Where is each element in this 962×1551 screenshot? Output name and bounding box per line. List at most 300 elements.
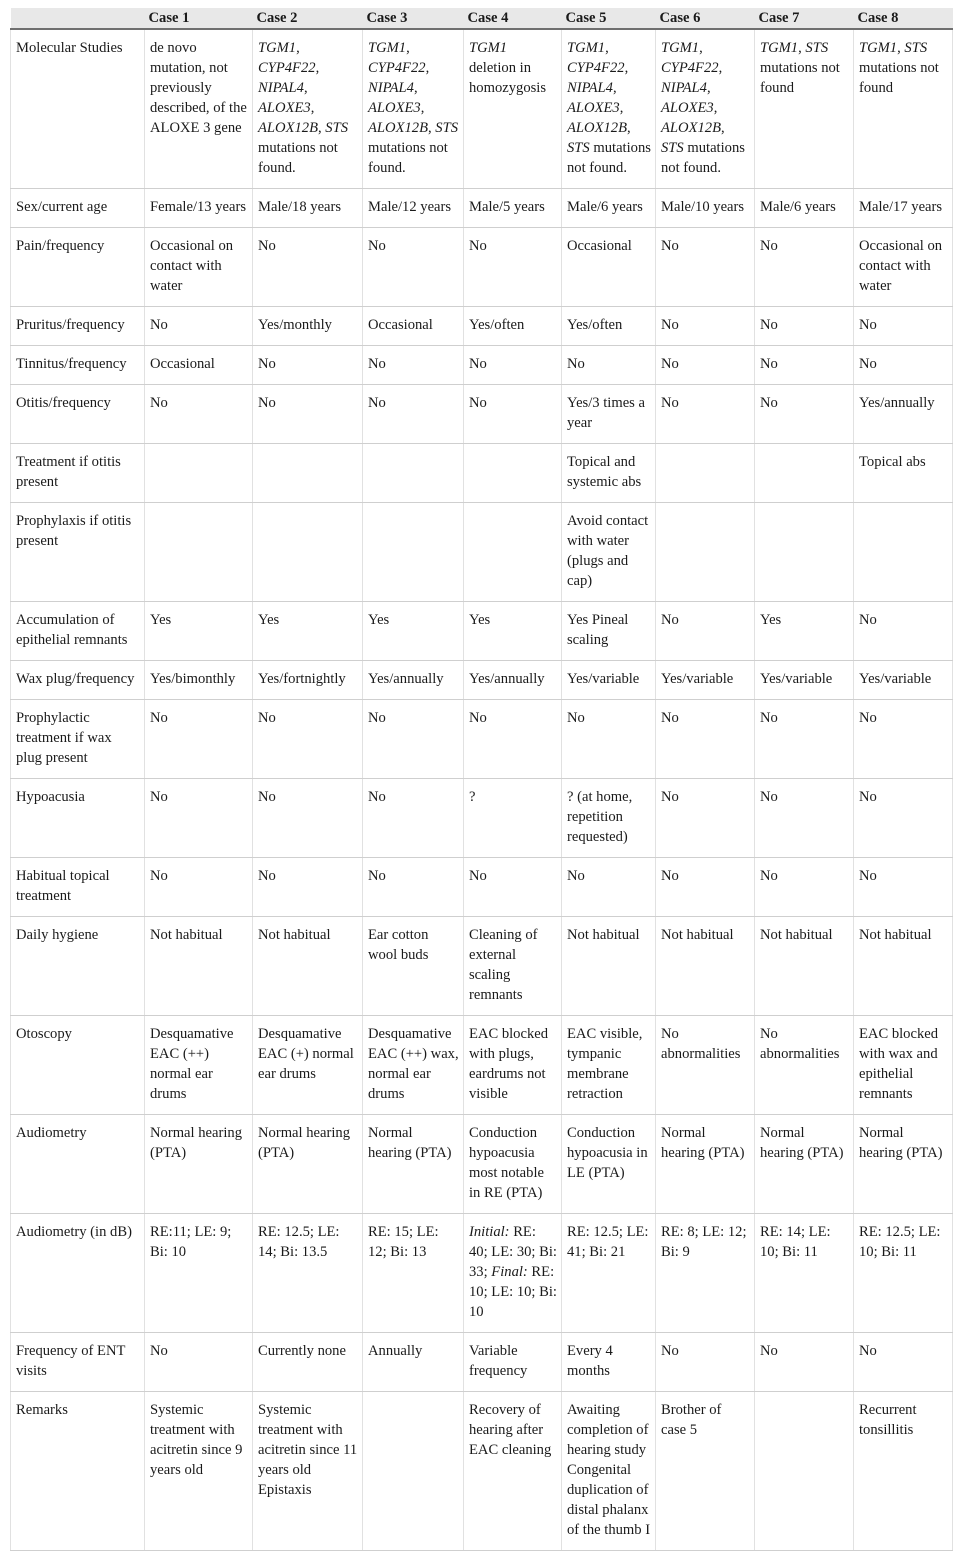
table-cell — [253, 385, 363, 444]
cell-text: No — [469, 238, 487, 254]
table-cell — [854, 503, 953, 602]
table-cell — [854, 602, 953, 661]
table-cell — [253, 858, 363, 917]
row-label: Sex/current age — [11, 189, 145, 228]
table-cell — [755, 700, 854, 779]
cell-text: Recovery of hearing after EAC cleaning — [469, 1402, 552, 1458]
table-cell — [854, 917, 953, 1016]
cell-text: No — [760, 710, 778, 726]
cell-text: , — [619, 100, 624, 116]
table-cell — [145, 307, 253, 346]
table-cell — [656, 602, 755, 661]
cell-text: Yes/annually — [859, 395, 935, 411]
table-cell — [755, 29, 854, 189]
header-case-2: Case 2 — [253, 8, 363, 29]
table-row — [11, 1214, 953, 1333]
cell-text: No — [859, 317, 877, 333]
table-cell — [854, 1214, 953, 1333]
cell-text: Occasional on contact with water — [859, 238, 943, 294]
table-cell — [363, 1016, 464, 1115]
table-cell — [145, 779, 253, 858]
table-cell — [253, 29, 363, 189]
table-cell — [854, 1333, 953, 1392]
table-cell — [145, 602, 253, 661]
cell-text: Male/17 years — [859, 199, 943, 215]
cell-text: Yes/fortnightly — [258, 671, 346, 687]
cell-text: Yes — [469, 612, 491, 628]
cell-text: , — [612, 80, 617, 96]
cell-text: Male/10 years — [661, 199, 745, 215]
table-cell — [854, 1016, 953, 1115]
cell-text: Yes/annually — [469, 671, 545, 687]
cell-text: Every 4 months — [567, 1343, 613, 1379]
table-row — [11, 602, 953, 661]
cell-text: Topical abs — [859, 454, 926, 470]
cell-text: RE: 14; LE: 10; Bi: 11 — [760, 1224, 831, 1260]
table-cell — [656, 779, 755, 858]
header-case-7: Case 7 — [755, 8, 854, 29]
cell-text: No — [469, 710, 487, 726]
table-cell — [562, 602, 656, 661]
header-row — [11, 8, 953, 29]
table-cell — [562, 1016, 656, 1115]
cell-text: mutations not found — [760, 60, 840, 96]
cell-text: No — [368, 789, 386, 805]
cell-text: No — [760, 238, 778, 254]
gene-or-italic-text: TGM1 — [469, 40, 508, 56]
gene-or-italic-text: STS — [325, 120, 349, 136]
cell-text: RE: 12.5; LE: 10; Bi: 11 — [859, 1224, 941, 1260]
cell-text: Not habitual — [567, 927, 640, 943]
table-cell — [464, 444, 562, 503]
table-cell — [145, 858, 253, 917]
table-row — [11, 307, 953, 346]
cell-text: Normal hearing (PTA) — [150, 1125, 242, 1161]
table-cell — [562, 661, 656, 700]
cell-text: Desquamative EAC (++) normal ear drums — [150, 1026, 234, 1102]
table-cell — [562, 385, 656, 444]
cell-text: No — [469, 868, 487, 884]
table-cell — [854, 346, 953, 385]
row-label: Remarks — [11, 1392, 145, 1551]
table-cell — [562, 858, 656, 917]
cell-text: RE: 40; LE: 30; Bi: 33; — [469, 1224, 557, 1280]
row-label: Pain/frequency — [11, 228, 145, 307]
table-cell — [363, 1392, 464, 1551]
table-cell — [755, 1392, 854, 1551]
cell-text: Brother of case 5 — [661, 1402, 722, 1438]
cell-text: No — [661, 317, 679, 333]
cell-text: No abnormalities — [760, 1026, 840, 1062]
table-cell — [363, 602, 464, 661]
row-label: Audiometry — [11, 1115, 145, 1214]
gene-or-italic-text: ALOX12B — [661, 120, 721, 136]
cell-text: ? — [469, 789, 476, 805]
gene-or-italic-text: TGM1 — [258, 40, 297, 56]
cell-text: mutations not found. — [258, 140, 338, 176]
cell-text: mutations not found — [859, 60, 939, 96]
cell-text: No — [859, 612, 877, 628]
table-cell — [755, 228, 854, 307]
table-cell — [253, 228, 363, 307]
cell-text: Annually — [368, 1343, 423, 1359]
table-cell — [253, 700, 363, 779]
table-cell — [656, 385, 755, 444]
cell-text: mutations not found. — [661, 140, 745, 176]
table-row — [11, 917, 953, 1016]
cell-text: No — [258, 395, 276, 411]
cell-text: Male/5 years — [469, 199, 545, 215]
table-cell — [145, 385, 253, 444]
table-cell — [562, 228, 656, 307]
row-label: Daily hygiene — [11, 917, 145, 1016]
gene-or-italic-text: NIPAL4 — [368, 80, 414, 96]
table-cell — [363, 346, 464, 385]
cell-text: No — [661, 395, 679, 411]
table-cell — [464, 661, 562, 700]
cell-text: , — [897, 40, 905, 56]
row-label: Pruritus/frequency — [11, 307, 145, 346]
table-cell — [363, 503, 464, 602]
cell-text: ? (at home, repetition requested) — [567, 789, 633, 845]
cell-text: No — [859, 789, 877, 805]
table-cell — [145, 346, 253, 385]
table-cell — [363, 444, 464, 503]
cell-text: No — [150, 789, 168, 805]
cell-text: , — [605, 40, 609, 56]
cell-text: Normal hearing (PTA) — [661, 1125, 745, 1161]
table-row — [11, 1333, 953, 1392]
table-cell — [464, 1016, 562, 1115]
table-cell — [464, 1392, 562, 1551]
gene-or-italic-text: NIPAL4 — [567, 80, 613, 96]
cell-text: No — [469, 356, 487, 372]
cell-text: No — [859, 868, 877, 884]
cell-text: Variable frequency — [469, 1343, 528, 1379]
cell-text: No — [760, 317, 778, 333]
cell-text: , — [420, 100, 425, 116]
table-cell — [253, 503, 363, 602]
cell-text: , — [798, 40, 806, 56]
table-cell — [656, 503, 755, 602]
cell-text: Occasional — [567, 238, 632, 254]
row-label: Molecular Studies — [11, 29, 145, 189]
table-cell — [363, 779, 464, 858]
gene-or-italic-text: ALOXE3 — [368, 100, 421, 116]
table-cell — [145, 444, 253, 503]
cell-text: EAC blocked with plugs, eardrums not visible — [469, 1026, 549, 1102]
gene-or-italic-text: STS — [435, 120, 459, 136]
gene-or-italic-text: Initial: — [469, 1224, 510, 1240]
gene-or-italic-text: CYP4F22 — [368, 60, 426, 76]
table-cell — [363, 307, 464, 346]
table-cell — [656, 189, 755, 228]
row-label: Frequency of ENT visits — [11, 1333, 145, 1392]
table-cell — [253, 1392, 363, 1551]
table-row — [11, 700, 953, 779]
table-cell — [755, 661, 854, 700]
table-cell — [854, 444, 953, 503]
cell-text: No abnormalities — [661, 1026, 741, 1062]
cell-text: , — [699, 40, 703, 56]
cell-text: Yes/bimonthly — [150, 671, 236, 687]
gene-or-italic-text: STS — [567, 140, 590, 156]
table-cell — [755, 385, 854, 444]
table-cell — [562, 307, 656, 346]
cell-text: No — [150, 868, 168, 884]
cell-text: , — [721, 120, 725, 136]
table-cell — [755, 1214, 854, 1333]
table-cell — [253, 189, 363, 228]
table-cell — [363, 189, 464, 228]
table-cell — [253, 661, 363, 700]
gene-or-italic-text: STS — [904, 40, 928, 56]
cell-text: Male/12 years — [368, 199, 452, 215]
cell-text: No — [368, 710, 386, 726]
cell-text: Yes/monthly — [258, 317, 332, 333]
gene-or-italic-text: ALOX12B — [368, 120, 428, 136]
gene-or-italic-text: TGM1 — [661, 40, 700, 56]
cell-text: , — [296, 40, 300, 56]
cell-text: de novo mutation, not previously described, of the ALOXE 3 gene — [150, 40, 247, 136]
table-cell — [656, 858, 755, 917]
table-cell — [656, 1333, 755, 1392]
table-cell — [755, 602, 854, 661]
table-cell — [562, 346, 656, 385]
cell-text: Normal hearing (PTA) — [258, 1125, 350, 1161]
table-cell — [656, 1214, 755, 1333]
cell-text: Awaiting completion of hearing study Congenital duplication of distal phalanx of the thumb I — [567, 1402, 651, 1538]
table-cell — [562, 1115, 656, 1214]
table-cell — [755, 858, 854, 917]
table-cell — [464, 189, 562, 228]
cell-text: No — [368, 395, 386, 411]
table-cell — [854, 307, 953, 346]
table-cell — [363, 858, 464, 917]
cell-text: Yes/often — [469, 317, 525, 333]
cell-text: , — [413, 80, 418, 96]
cell-text: deletion in homozygosis — [469, 60, 547, 96]
cell-text: Normal hearing (PTA) — [859, 1125, 943, 1161]
table-cell — [755, 1016, 854, 1115]
cell-text: No — [760, 1343, 778, 1359]
table-cell — [145, 1016, 253, 1115]
header-case-5: Case 5 — [562, 8, 656, 29]
table-cell — [253, 602, 363, 661]
table-cell — [562, 779, 656, 858]
cell-text: Not habitual — [661, 927, 734, 943]
cell-text: No — [258, 710, 276, 726]
table-cell — [854, 1392, 953, 1551]
cell-text: RE: 15; LE: 12; Bi: 13 — [368, 1224, 439, 1260]
table-cell — [562, 1333, 656, 1392]
table-cell — [562, 444, 656, 503]
cell-text: No — [661, 238, 679, 254]
table-cell — [656, 444, 755, 503]
cell-text: EAC blocked with wax and epithelial remnants — [859, 1026, 939, 1102]
cell-text: No — [469, 395, 487, 411]
table-cell — [145, 228, 253, 307]
cell-text: , — [425, 60, 430, 76]
cell-text: No — [859, 710, 877, 726]
table-row — [11, 189, 953, 228]
cell-text: , — [315, 60, 320, 76]
header-case-1: Case 1 — [145, 8, 253, 29]
row-label: Hypoacusia — [11, 779, 145, 858]
table-cell — [755, 779, 854, 858]
table-cell — [854, 189, 953, 228]
row-label: Otitis/frequency — [11, 385, 145, 444]
table-cell — [464, 307, 562, 346]
header-case-8: Case 8 — [854, 8, 953, 29]
table-cell — [363, 700, 464, 779]
table-cell — [656, 917, 755, 1016]
cell-text: No — [760, 395, 778, 411]
cell-text: RE: 12.5; LE: 41; Bi: 21 — [567, 1224, 649, 1260]
table-cell — [464, 1115, 562, 1214]
table-cell — [145, 700, 253, 779]
cell-text: No — [150, 395, 168, 411]
gene-or-italic-text: ALOX12B — [567, 120, 627, 136]
table-cell — [854, 228, 953, 307]
cell-text: No — [368, 868, 386, 884]
cell-text: Systemic treatment with acitretin since 9 years old — [150, 1402, 243, 1478]
cell-text: Topical and systemic abs — [567, 454, 642, 490]
table-cell — [253, 1016, 363, 1115]
cell-text: Yes/variable — [760, 671, 833, 687]
cell-text: , — [318, 120, 326, 136]
gene-or-italic-text: TGM1 — [567, 40, 606, 56]
table-cell — [464, 779, 562, 858]
table-cell — [755, 1333, 854, 1392]
table-cell — [363, 661, 464, 700]
cell-text: No — [661, 710, 679, 726]
gene-or-italic-text: ALOXE3 — [567, 100, 620, 116]
cell-text: No — [368, 356, 386, 372]
cell-text: No — [859, 1343, 877, 1359]
table-cell — [562, 917, 656, 1016]
gene-or-italic-text: NIPAL4 — [258, 80, 304, 96]
cell-text: , — [627, 120, 631, 136]
gene-or-italic-text: STS — [661, 140, 684, 156]
table-cell — [253, 917, 363, 1016]
cell-text: , — [303, 80, 308, 96]
cell-text: No — [258, 868, 276, 884]
gene-or-italic-text: TGM1 — [859, 40, 898, 56]
table-body — [11, 29, 953, 1551]
cell-text: Yes — [258, 612, 280, 628]
header-row-label — [11, 8, 145, 29]
table-cell — [854, 779, 953, 858]
table-cell — [363, 228, 464, 307]
cell-text: No — [760, 789, 778, 805]
cell-text: Female/13 years — [150, 199, 247, 215]
table-cell — [464, 917, 562, 1016]
table-row — [11, 503, 953, 602]
table-cell — [656, 700, 755, 779]
gene-or-italic-text: CYP4F22 — [258, 60, 316, 76]
cell-text: No — [661, 1343, 679, 1359]
table-cell — [562, 503, 656, 602]
table-cell — [854, 385, 953, 444]
table-row — [11, 1016, 953, 1115]
cell-text: , — [713, 100, 718, 116]
row-label: Treatment if otitis present — [11, 444, 145, 503]
table-cell — [656, 1392, 755, 1551]
table-row — [11, 1392, 953, 1551]
cell-text: No — [661, 356, 679, 372]
table-row — [11, 1115, 953, 1214]
header-case-3: Case 3 — [363, 8, 464, 29]
table-cell — [253, 346, 363, 385]
cell-text: Desquamative EAC (+) normal ear drums — [258, 1026, 354, 1082]
table-cell — [253, 1333, 363, 1392]
gene-or-italic-text: ALOX12B — [258, 120, 318, 136]
cell-text: Desquamative EAC (++) wax, normal ear drums — [368, 1026, 459, 1102]
cell-text: RE: 12.5; LE: 14; Bi: 13.5 — [258, 1224, 340, 1260]
gene-or-italic-text: Final: — [491, 1264, 528, 1280]
table-cell — [656, 1115, 755, 1214]
cell-text: Male/6 years — [760, 199, 836, 215]
table-cell — [854, 661, 953, 700]
table-header — [11, 8, 953, 29]
table-cell — [464, 858, 562, 917]
cell-text: No — [150, 317, 168, 333]
cell-text: RE: 10; LE: 10; Bi: 10 — [469, 1264, 557, 1320]
cell-text: Yes — [760, 612, 782, 628]
table-cell — [755, 346, 854, 385]
table-cell — [464, 228, 562, 307]
table-cell — [656, 1016, 755, 1115]
gene-or-italic-text: CYP4F22 — [567, 60, 625, 76]
table-cell — [253, 779, 363, 858]
cell-text: No — [661, 868, 679, 884]
table-cell — [464, 29, 562, 189]
table-cell — [464, 346, 562, 385]
cell-text: Not habitual — [150, 927, 223, 943]
gene-or-italic-text: NIPAL4 — [661, 80, 707, 96]
row-label: Wax plug/frequency — [11, 661, 145, 700]
cell-text: Yes/variable — [661, 671, 734, 687]
cell-text: , — [624, 60, 629, 76]
cell-text: Normal hearing (PTA) — [760, 1125, 844, 1161]
cell-text: Occasional — [368, 317, 433, 333]
table-cell — [464, 503, 562, 602]
gene-or-italic-text: TGM1 — [368, 40, 407, 56]
clinical-cases-table — [10, 8, 953, 1551]
cell-text: EAC visible, tympanic membrane retraction — [567, 1026, 643, 1102]
table-cell — [755, 503, 854, 602]
table-cell — [145, 1333, 253, 1392]
table-cell — [656, 307, 755, 346]
gene-or-italic-text: TGM1 — [760, 40, 799, 56]
table-cell — [145, 661, 253, 700]
cell-text: Yes/variable — [859, 671, 932, 687]
table-cell — [854, 1115, 953, 1214]
cell-text: No — [150, 710, 168, 726]
table-cell — [755, 1115, 854, 1214]
table-cell — [755, 307, 854, 346]
cell-text: Not habitual — [760, 927, 833, 943]
table-cell — [253, 1214, 363, 1333]
table-cell — [145, 917, 253, 1016]
cell-text: mutations not found. — [368, 140, 448, 176]
table-cell — [363, 1115, 464, 1214]
cell-text: Yes/often — [567, 317, 623, 333]
cell-text: Yes — [368, 612, 390, 628]
table-cell — [464, 700, 562, 779]
table-row — [11, 29, 953, 189]
